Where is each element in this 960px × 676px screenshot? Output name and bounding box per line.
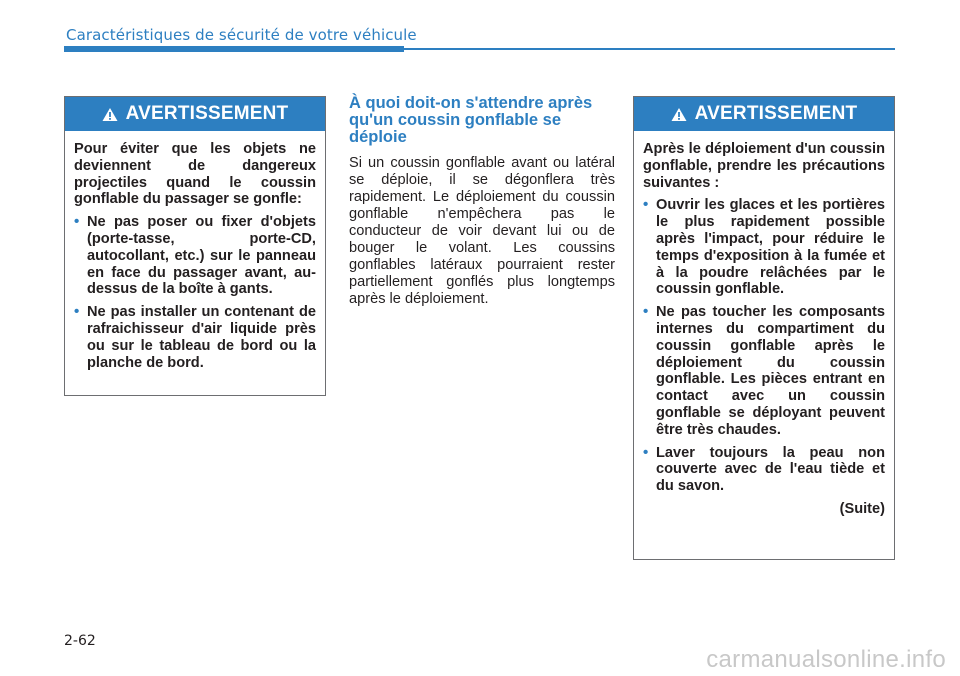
right-warning-box (633, 96, 895, 560)
left-warning-box (64, 96, 326, 396)
page-number: 2-62 (64, 633, 96, 649)
bullet-icon: • (74, 303, 80, 321)
header-rule-thick (64, 46, 404, 52)
warning-triangle-icon (671, 107, 687, 122)
continued-label: (Suite) (839, 500, 885, 517)
bullet-icon: • (643, 303, 649, 321)
section-body: Si un coussin gonflable avant ou latéral se déploie, il se dégonflera très rapidement. Le déploiement du coussin gonflable n'empêchera pas le conducteur de voir devant lui ou de bouger le volant. Les coussins gonflables latéraux pourraient rester partiellement gonflés plus longtemps après le déploiement. (349, 155, 615, 307)
left-warning-title: AVERTISSEMENT (125, 103, 289, 124)
watermark: carmanualsonline.info (706, 646, 946, 673)
section-heading: À quoi doit-on s'attendre après qu'un coussin gonflable se déploie (349, 94, 593, 146)
list-item: • Laver toujours la peau non couverte avec de l'eau tiède et du savon. (643, 443, 885, 495)
bullet-icon: • (643, 196, 649, 214)
bullet-icon: • (74, 213, 80, 231)
header-title: Caractéristiques de sécurité de votre véhicule (66, 26, 417, 44)
warning-triangle-icon (102, 107, 118, 122)
right-warning-list (643, 197, 885, 495)
list-item: • Ouvrir les glaces et les portières le plus rapidement possible après l'impact, pour réduire le temps d'exposition à la fumée et à la poudre relâchées par le coussin gonflable. (643, 196, 885, 298)
header-rule-thin (404, 48, 895, 50)
bullet-icon: • (643, 443, 649, 461)
left-warning-intro: Pour éviter que les objets ne deviennent de dangereux projectiles quand le coussin gonflable du passager se gonfle: (74, 141, 316, 208)
right-warning-intro: Après le déploiement d'un coussin gonflable, prendre les précautions suivantes : (643, 141, 885, 191)
left-warning-list (74, 214, 316, 371)
right-warning-header (634, 97, 894, 131)
right-warning-body (634, 131, 894, 528)
list-item: • Ne pas installer un contenant de rafraichisseur d'air liquide près ou sur le tableau de bord ou la planche de bord. (74, 303, 316, 371)
list-item: • Ne pas poser ou fixer d'objets (porte-tasse, porte-CD, autocollant, etc.) sur le panneau en face du passager avant, au-dessus de la boîte à gants. (74, 213, 316, 298)
left-warning-header (65, 97, 325, 131)
right-warning-title: AVERTISSEMENT (694, 103, 858, 124)
list-item: • Ne pas toucher les composants internes du compartiment du coussin gonflable après le déploiement du coussin gonflable. Les pièces entrant en contact avec un coussin gonflable se déployant peuvent être très chaudes. (643, 303, 885, 438)
left-warning-body (65, 131, 325, 387)
